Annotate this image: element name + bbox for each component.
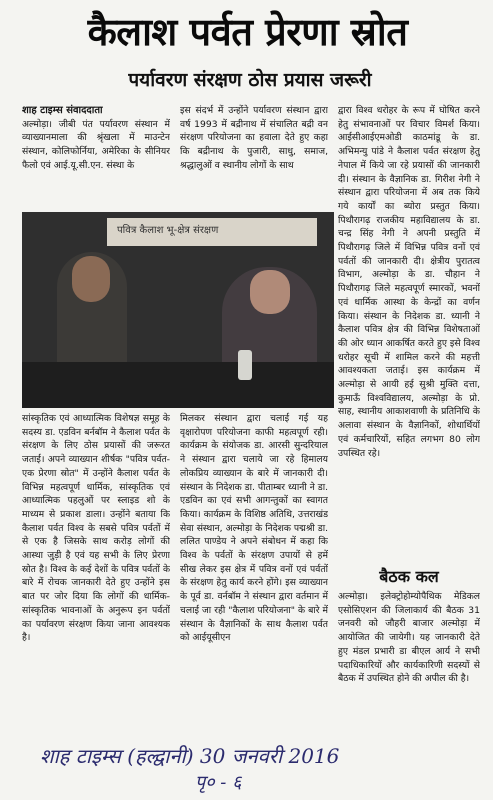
water-bottle (238, 350, 252, 380)
subheadline: पर्यावरण संरक्षण ठोस प्रयास जरूरी (128, 69, 372, 91)
event-photo (22, 212, 334, 408)
article-text-col3-top: द्वारा विश्व धरोहर के रूप में घोषित करने हेतु संभावनाओं पर विचार विमर्श किया। आईसीआईएमओडी काठमांडू के डा. अभिमन्यु पांडे ने कैलाश पर्वत संरक्षण हेतु नेपाल में किये जा रहे प्रयासों की जानकारी दी। संस्थान के वैज्ञानिक डा. गिरीश नेगी ने संस्थान द्वारा परियोजना में अब तक किये गये कार्यों का ब्योरा प्रस्तुत किया। पिथौरागढ़ राजकीय महाविद्यालय के डा. चन्द्र सिंह नेगी ने अपनी प्रस्तुति में पिथौरागढ़ जिले में विभिन्न पवित्र वनों एवं पर्वतों की जानकारी दी। क्षेत्रीय पुरातत्व विभाग, अल्मोड़ा के डा. चौहान ने पिथौरागढ़ जिले महत्वपूर्ण स्मारकों, भवनों एवं धार्मिक आस्था के केन्द्रों का वर्णन किया। संस्थान के निदेशक डा. ध्यानी ने कैलाश पवित्र क्षेत्र की विभिन्न विशेषताओं की ओर ध्यान आकर्षित करते हुए इसे विश्व धरोहर सूची में शामिल करने की महत्ती आवश्यकता जताई। इस कार्यक्रम में अल्मोड़ा से आयी हई सुश्री मुक्ति दत्ता, कुमाऊँ विश्वविद्यालय, अल्मोड़ा के प्रो. साह, स्थानीय आकाशवाणी के प्रतिनिधि के अलावा संस्थान के वैज्ञानिकों, शोधार्थियों एवं कर्मचारियों, सहित लगभग 80 लोग उपस्थित रहे। (338, 105, 480, 459)
byline: शाह टाइम्स संवाददाता (22, 105, 103, 116)
article-column-3 (338, 104, 480, 569)
article-text-col2-bottom: मिलकर संस्थान द्वारा चलाई गई यह वृक्षारोपण परियोजना काफी महत्वपूर्ण रही। कार्यक्रम के संयोजक डा. आरसी सुन्दरियाल ने संस्थान द्वारा चलाये जा रहे हिमालय लोकप्रिय व्याख्यान के बारे में जानकारी दी। संस्थान के निदेशक डा. पीताम्बर ध्यानी ने डा. एडविन का एवं सभी आगन्तुकों का स्वागत किया। कार्यक्रम के विशिष्ठ अतिथि, उत्तराखंड सेवा संस्थान, अल्मोड़ा के निदेशक पद्मश्री डा. ललित पाण्डेय ने अपने संबोधन में कहा कि विश्व के पर्वतों के संरक्षण उपायों से हमें सीख लेकर इस क्षेत्र में पवित्र वनों एवं पर्वतों के संरक्षण हेतु कार्य करने होंगे। इस व्याख्यान के पूर्व डा. वर्नबॉम ने संस्थान द्वारा वर्तमान में चलाई जा रही "कैलाश परियोजना" के बारे में संस्थान के वैज्ञानिकों के साथ कैलाश पर्वत को आईयूसीएन (180, 413, 328, 644)
article-text-col1-bottom: सांस्कृतिक एवं आध्यात्मिक विशेषज्ञ समूह के सदस्य डा. एडविन बर्नबॉम ने कैलाश पर्वत के संरक्षण के लिए ठोस प्रयासों की जरूरत जताई। अपने व्याख्यान शीर्षक "पवित्र पर्वत-एक प्रेरणा स्रोत" में उन्होंने कैलाश पर्वत के विभिन्न महत्वपूर्ण धार्मिक, सांस्कृतिक एवं आध्यात्मिक पहलुओं पर स्लाइड शो के माध्यम से प्रकाश डाला। उन्होंने बताया कि कैलाश पर्वत विश्व के सबसे पवित्र पर्वतों में से एक है जिसके साथ करोड़ लोगों की आस्था जुड़ी है एवं यह सभी के लिए प्रेरणा स्रोत है। विश्व के कई देशों के पवित्र पर्वतों के बारे में रोचक जानकारी देते हुए उन्होंने इस बात पर जोर दिया कि लोगों की धार्मिक-सांस्कृतिक भावनाओं के अनुरूप इन पर्वतों का पर्यावरण संरक्षण किया जाना आवश्यक है। (22, 413, 170, 644)
secondary-article (338, 590, 480, 740)
article-column-1-top (22, 104, 170, 214)
article-text-col1-top: अल्मोड़ा। जीबी पंत पर्यावरण संस्थान में व्याख्यानमाला की श्रृंखला में माउन्टेन संस्थान, कोलिफोर्निया, अमेरिका के सीनियर फैलो एवं आई.यू.सी.एन. संस्था के (22, 118, 170, 171)
secondary-article-text: अल्मोड़ा। इलेक्ट्रोहोम्योपैथिक मेडिकल एसोसिएशन की जिलाकार्य की बैठक 31 जनवरी को जौहरी बाजार अल्मोड़ा में आयोजित की जायेगी। यह जानकारी देते हुए मंडल प्रभारी डा बीएल आर्य ने सभी पदाधिकारियों और कार्यकारिणी सदस्यों से बैठक में उपस्थित होने की अपील की है। (338, 591, 480, 685)
headline: कैलाश पर्वत प्रेरणा स्रोत (87, 10, 408, 54)
article-column-2-bottom (180, 412, 328, 742)
handwritten-source-note: शाह टाइम्स (हल्द्वानी) 30 जनवरी 2016 (40, 744, 340, 768)
article-column-1-bottom (22, 412, 170, 742)
photo-table (22, 362, 334, 408)
speaker-right-face (250, 270, 290, 314)
handwritten-page-note: पृ० - ६ (195, 772, 242, 793)
article-text-col2-top: इस संदर्भ में उन्होंने पर्यावरण संस्थान द्वारा वर्ष 1993 में बद्रीनाथ में संचालित बद्री वन संरक्षण परियोजना का हवाला देते हुए कहा कि बद्रीनाथ के पुजारी, साधु, समाज, श्रद्धालुओं व स्थानीय लोगों के साथ (180, 105, 328, 171)
secondary-headline: बैठक कल (379, 567, 439, 586)
photo-banner-text: पवित्र कैलाश भू-क्षेत्र संरक्षण (117, 225, 219, 236)
speaker-left-face (72, 256, 110, 302)
article-column-2-top (180, 104, 328, 214)
